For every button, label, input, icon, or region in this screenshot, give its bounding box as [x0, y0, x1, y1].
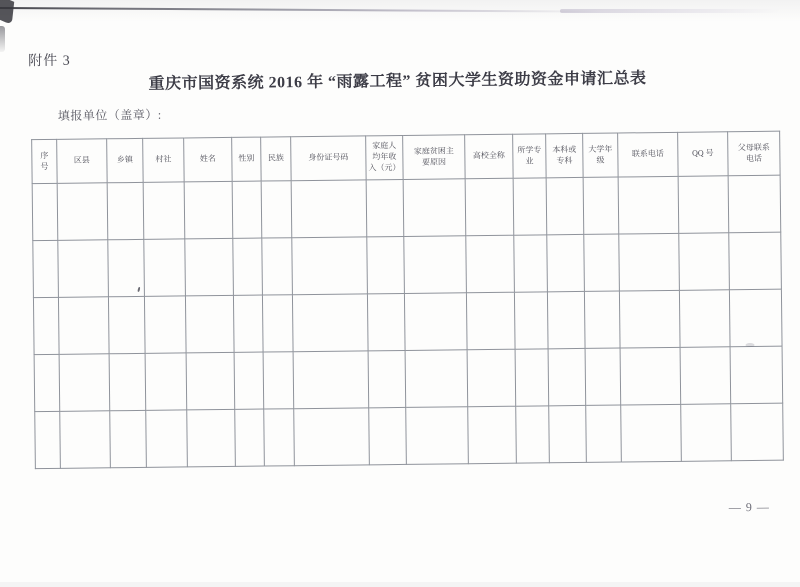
empty-cell [619, 290, 680, 348]
empty-cell [57, 183, 108, 241]
table-body [32, 175, 783, 468]
empty-cell [729, 232, 782, 290]
empty-cell [513, 178, 547, 235]
empty-cell [679, 233, 730, 291]
empty-cell [185, 238, 234, 296]
empty-cell [233, 238, 263, 295]
empty-cell [465, 178, 514, 236]
empty-cell [514, 292, 548, 349]
empty-cell [293, 351, 369, 409]
empty-cell [146, 410, 188, 467]
empty-cell [548, 348, 586, 405]
empty-cell [368, 350, 406, 407]
empty-cell [585, 348, 621, 405]
col-header-parent-phone: 父母联系 电话 [728, 131, 780, 176]
empty-cell [110, 410, 147, 467]
empty-cell [292, 294, 368, 352]
col-header-serial: 序 号 [32, 139, 57, 183]
empty-cell [516, 406, 550, 463]
empty-cell [263, 352, 294, 409]
scan-artifact-top-smudge [560, 9, 780, 13]
col-header-poverty-reason: 家庭贫困主 要原因 [403, 135, 465, 180]
empty-row [35, 403, 784, 468]
col-header-district: 区县 [57, 139, 107, 184]
empty-cell [679, 290, 730, 348]
empty-cell [145, 353, 187, 410]
empty-cell [108, 296, 145, 353]
empty-cell [621, 404, 682, 462]
empty-cell [366, 179, 404, 236]
empty-cell [235, 409, 265, 466]
empty-cell [466, 292, 515, 350]
empty-row [34, 346, 783, 411]
empty-cell [233, 295, 263, 352]
col-header-university: 高校全称 [465, 134, 513, 179]
empty-cell [109, 353, 146, 410]
empty-cell [467, 349, 516, 407]
empty-cell [547, 234, 585, 291]
empty-row [33, 232, 782, 297]
empty-cell [34, 354, 60, 411]
col-header-phone: 联系电话 [618, 132, 678, 177]
empty-cell [619, 233, 680, 291]
col-header-name: 姓名 [184, 137, 232, 182]
empty-cell [403, 179, 466, 237]
empty-cell [620, 347, 681, 405]
empty-row [32, 175, 781, 240]
empty-cell [185, 295, 234, 353]
col-header-township: 乡镇 [107, 138, 143, 182]
col-header-degree-type: 本科或 专科 [546, 133, 583, 177]
col-header-family-income: 家庭人 均年收 入（元） [366, 135, 403, 179]
empty-cell [728, 175, 781, 233]
empty-row [33, 289, 782, 354]
empty-cell [618, 176, 679, 234]
col-header-id-number: 身份证号码 [291, 136, 366, 181]
empty-cell [144, 296, 186, 353]
empty-cell [261, 181, 292, 238]
empty-cell [729, 289, 782, 347]
empty-cell [367, 293, 405, 350]
attachment-label: 附件 3 [28, 53, 71, 70]
empty-cell [33, 297, 59, 354]
empty-cell [547, 291, 585, 348]
empty-cell [681, 404, 732, 462]
empty-cell [584, 234, 620, 291]
empty-cell [187, 409, 236, 467]
empty-cell [107, 182, 144, 239]
empty-cell [234, 352, 264, 409]
empty-cell [515, 349, 549, 406]
empty-cell [586, 405, 622, 462]
empty-cell [468, 406, 517, 464]
empty-cell [367, 236, 405, 293]
empty-cell [35, 411, 61, 468]
col-header-ethnicity: 民族 [261, 137, 291, 181]
col-header-major: 所学专 业 [513, 134, 546, 178]
empty-cell [405, 350, 468, 408]
empty-cell [143, 182, 185, 239]
empty-cell [466, 235, 515, 293]
empty-cell [262, 238, 293, 295]
empty-cell [514, 235, 548, 292]
empty-cell [546, 177, 584, 234]
empty-cell [33, 240, 59, 297]
empty-cell [583, 177, 619, 234]
page-number: — 9 — [728, 499, 770, 515]
empty-cell [144, 239, 186, 296]
empty-cell [58, 297, 109, 355]
empty-cell [291, 180, 367, 238]
page-title: 重庆市国资系统 2016 年 “雨露工程” 贫困大学生资助资金申请汇总表 [148, 70, 647, 93]
empty-cell [294, 408, 370, 466]
empty-cell [292, 237, 368, 295]
col-header-village: 村社 [143, 138, 184, 182]
empty-cell [59, 354, 110, 412]
empty-cell [58, 240, 109, 298]
empty-cell [60, 411, 111, 469]
empty-cell [32, 183, 58, 240]
form-unit-label: 填报单位（盖章）: [57, 107, 162, 123]
empty-cell [264, 409, 295, 466]
summary-table [31, 131, 784, 469]
empty-cell [262, 295, 293, 352]
empty-cell [186, 352, 235, 410]
col-header-qq: QQ 号 [678, 132, 728, 177]
empty-cell [184, 181, 233, 239]
empty-cell [369, 407, 407, 464]
scan-artifact-left-edge [0, 26, 5, 52]
empty-cell [404, 293, 467, 351]
empty-cell [232, 181, 262, 238]
empty-cell [730, 346, 783, 404]
col-header-gender: 性别 [232, 137, 261, 181]
empty-cell [584, 291, 620, 348]
empty-cell [680, 347, 731, 405]
empty-cell [406, 407, 469, 465]
col-header-grade: 大学年 级 [583, 133, 618, 177]
empty-cell [404, 236, 467, 294]
empty-cell [678, 176, 729, 234]
empty-cell [731, 403, 784, 461]
empty-cell [549, 405, 587, 462]
